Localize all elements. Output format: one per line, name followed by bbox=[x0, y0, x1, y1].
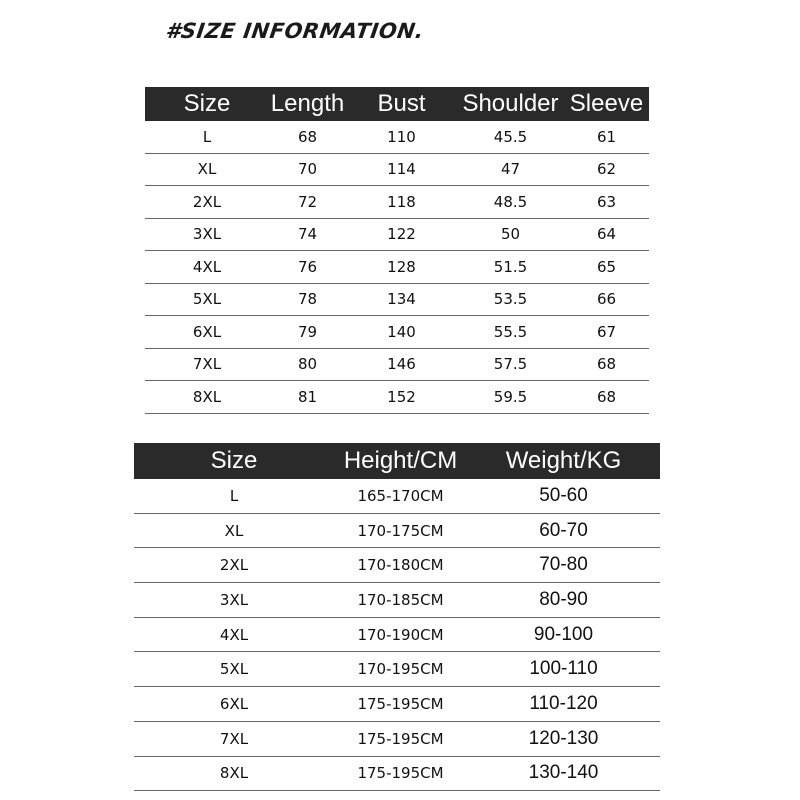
table-cell: XL bbox=[224, 521, 244, 540]
table-cell: 6XL bbox=[192, 322, 222, 341]
table-cell: 3XL bbox=[192, 225, 222, 244]
table-row bbox=[134, 514, 660, 549]
table-cell: 78 bbox=[297, 290, 318, 309]
table-row bbox=[145, 154, 649, 187]
table-cell: 48.5 bbox=[493, 192, 528, 211]
table-cell: 51.5 bbox=[493, 257, 528, 276]
table-cell: 122 bbox=[387, 225, 416, 244]
table-cell: 170-175CM bbox=[357, 521, 444, 540]
table-cell: 134 bbox=[387, 290, 416, 309]
table-row bbox=[145, 121, 649, 154]
table-cell: 6XL bbox=[219, 694, 249, 713]
table-body bbox=[145, 121, 649, 414]
table-cell: 128 bbox=[387, 257, 416, 276]
table-cell: 45.5 bbox=[493, 127, 528, 146]
table-cell: 120-130 bbox=[528, 727, 599, 749]
table-row bbox=[145, 316, 649, 349]
table-cell: 70 bbox=[297, 160, 318, 179]
table-cell: 170-195CM bbox=[357, 660, 444, 679]
table-cell: 2XL bbox=[192, 192, 222, 211]
table-row bbox=[134, 687, 660, 722]
table-cell: 130-140 bbox=[528, 762, 599, 784]
header-length: Length bbox=[270, 90, 345, 117]
table-cell: 118 bbox=[387, 192, 416, 211]
table-row bbox=[134, 548, 660, 583]
table-cell: 66 bbox=[596, 290, 617, 309]
table-header bbox=[134, 443, 660, 479]
table-cell: 110-120 bbox=[529, 692, 598, 714]
table-cell: 68 bbox=[596, 355, 617, 374]
garment-measurements-table bbox=[145, 87, 649, 414]
table-cell: 4XL bbox=[219, 625, 249, 644]
table-cell: 7XL bbox=[219, 729, 249, 748]
table-cell: 68 bbox=[297, 127, 318, 146]
table-body bbox=[134, 479, 660, 791]
header-weight: Weight/KG bbox=[505, 447, 622, 474]
header-size: Size bbox=[183, 90, 231, 117]
table-cell: 79 bbox=[297, 322, 318, 341]
table-row bbox=[134, 652, 660, 687]
table-cell: 2XL bbox=[219, 556, 249, 575]
table-cell: 76 bbox=[297, 257, 318, 276]
table-cell: 72 bbox=[297, 192, 318, 211]
table-cell: 74 bbox=[297, 225, 318, 244]
table-cell: 67 bbox=[596, 322, 617, 341]
table-cell: 114 bbox=[387, 160, 416, 179]
table-row bbox=[134, 757, 660, 792]
table-row bbox=[145, 251, 649, 284]
header-shoulder: Shoulder bbox=[462, 90, 559, 117]
table-cell: 47 bbox=[500, 160, 521, 179]
header-sleeve: Sleeve bbox=[569, 90, 644, 117]
table-cell: 65 bbox=[596, 257, 617, 276]
table-cell: 90-100 bbox=[533, 623, 594, 645]
table-cell: L bbox=[229, 486, 239, 505]
table-cell: 70-80 bbox=[539, 554, 588, 576]
table-cell: 53.5 bbox=[493, 290, 528, 309]
table-cell: XL bbox=[197, 160, 217, 179]
table-cell: 50-60 bbox=[539, 484, 588, 506]
table-cell: L bbox=[202, 127, 212, 146]
table-cell: 81 bbox=[297, 387, 318, 406]
header-bust: Bust bbox=[377, 90, 426, 117]
table-cell: 175-195CM bbox=[357, 694, 444, 713]
table-cell: 170-190CM bbox=[357, 625, 444, 644]
table-cell: 59.5 bbox=[493, 387, 528, 406]
table-row bbox=[145, 349, 649, 382]
table-cell: 80 bbox=[297, 355, 318, 374]
table-cell: 3XL bbox=[219, 590, 249, 609]
table-cell: 8XL bbox=[219, 764, 249, 783]
header-height: Height/CM bbox=[343, 447, 458, 474]
table-row bbox=[134, 583, 660, 618]
table-cell: 146 bbox=[387, 355, 416, 374]
table-row bbox=[134, 722, 660, 757]
table-cell: 175-195CM bbox=[357, 764, 444, 783]
table-cell: 152 bbox=[387, 387, 416, 406]
table-row bbox=[145, 186, 649, 219]
table-cell: 61 bbox=[596, 127, 617, 146]
table-row bbox=[145, 381, 649, 414]
table-row bbox=[134, 618, 660, 653]
table-cell: 5XL bbox=[219, 660, 249, 679]
table-cell: 175-195CM bbox=[357, 729, 444, 748]
table-cell: 5XL bbox=[192, 290, 222, 309]
table-cell: 4XL bbox=[192, 257, 222, 276]
table-cell: 62 bbox=[596, 160, 617, 179]
table-cell: 165-170CM bbox=[357, 486, 444, 505]
table-row bbox=[134, 479, 660, 514]
table-cell: 170-180CM bbox=[357, 556, 444, 575]
table-header bbox=[145, 87, 649, 121]
table-cell: 80-90 bbox=[539, 588, 588, 610]
table-cell: 64 bbox=[596, 225, 617, 244]
header-size: Size bbox=[210, 447, 258, 474]
table-cell: 50 bbox=[500, 225, 521, 244]
table-cell: 8XL bbox=[192, 387, 222, 406]
table-cell: 7XL bbox=[192, 355, 222, 374]
table-cell: 55.5 bbox=[493, 322, 528, 341]
page-title: #SIZE INFORMATION. bbox=[164, 19, 426, 43]
table-row bbox=[145, 219, 649, 252]
table-cell: 60-70 bbox=[539, 519, 588, 541]
table-cell: 100-110 bbox=[529, 658, 598, 680]
table-cell: 68 bbox=[596, 387, 617, 406]
table-cell: 57.5 bbox=[493, 355, 528, 374]
table-cell: 110 bbox=[387, 127, 416, 146]
height-weight-table bbox=[134, 443, 660, 791]
table-cell: 63 bbox=[596, 192, 617, 211]
table-row bbox=[145, 284, 649, 317]
table-cell: 170-185CM bbox=[357, 590, 444, 609]
table-cell: 140 bbox=[387, 322, 416, 341]
